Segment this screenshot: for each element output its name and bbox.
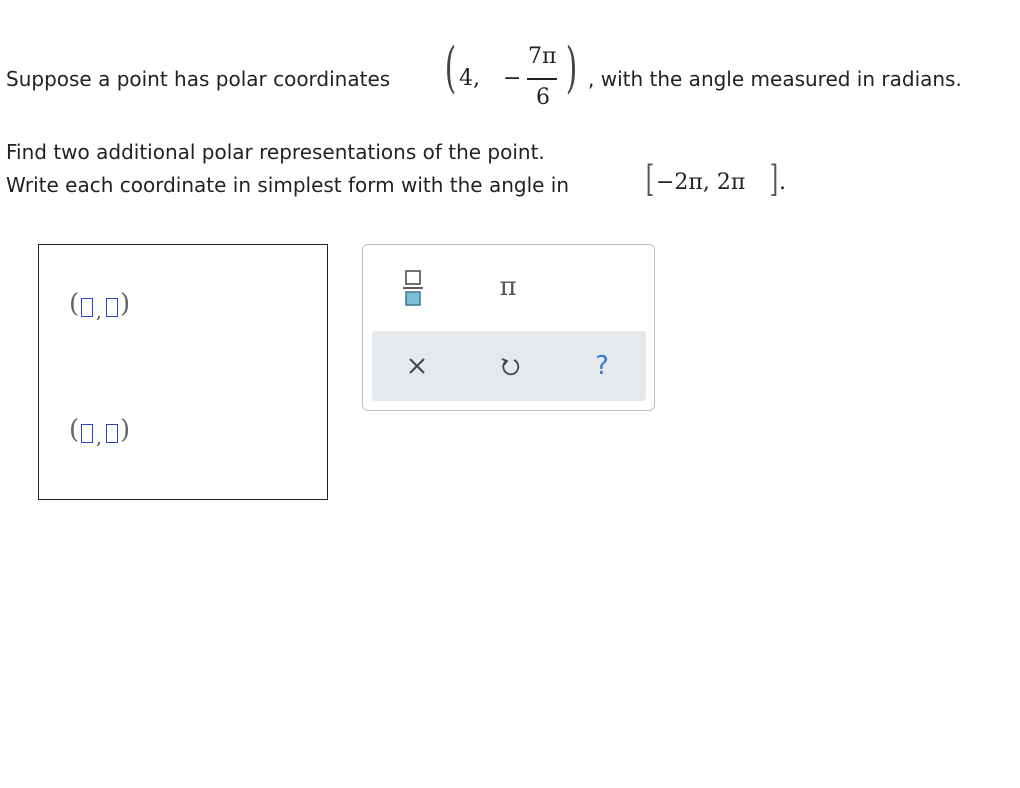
fraction-button[interactable] — [393, 257, 433, 317]
help-question-icon: ? — [595, 351, 609, 381]
question-line-1-suffix — [588, 67, 962, 91]
theta-input-2[interactable] — [106, 424, 118, 443]
help-button[interactable] — [582, 341, 622, 391]
clear-x-icon — [407, 356, 427, 376]
question-line-1 — [6, 67, 390, 91]
open-paren: ( — [69, 415, 80, 445]
r-input-2[interactable] — [81, 424, 93, 443]
point-angle-denominator: 6 — [536, 85, 550, 110]
open-paren: ( — [69, 289, 80, 319]
r-input-1[interactable] — [81, 298, 93, 317]
interval-right-bracket: ] — [769, 159, 779, 200]
interval-values: −2π, 2π — [656, 170, 746, 195]
point-angle-sign: − — [503, 66, 522, 91]
comma: , — [96, 428, 102, 449]
fraction-bar — [527, 78, 557, 80]
close-paren: ) — [120, 415, 131, 445]
clear-button[interactable] — [397, 341, 437, 391]
interval-left-bracket: [ — [645, 159, 655, 200]
close-paren: ) — [120, 289, 131, 319]
answer-ordered-pair-2[interactable] — [69, 415, 149, 455]
question-prefix: Suppose a point has polar coordinates — [6, 67, 391, 91]
point-radius: 4, — [459, 66, 480, 91]
answer-box — [38, 244, 328, 500]
comma: , — [96, 302, 102, 323]
keypad-action-tray — [372, 331, 646, 401]
point-angle-numerator: 7π — [528, 44, 557, 69]
math-keypad — [362, 244, 655, 411]
undo-button[interactable] — [490, 341, 530, 391]
question-line-3-text: Write each coordinate in simplest form with the angle in — [6, 173, 570, 197]
theta-input-1[interactable] — [106, 298, 118, 317]
undo-icon — [499, 355, 521, 377]
question-suffix: , with the angle measured in radians. — [588, 67, 962, 91]
question-line-2: Find two additional polar representations of the point. — [6, 140, 545, 164]
question-line-3 — [6, 173, 569, 197]
answer-ordered-pair-1[interactable] — [69, 289, 149, 329]
fraction-icon — [401, 267, 425, 307]
point-left-paren: ( — [444, 36, 457, 99]
point-right-paren: ) — [565, 36, 578, 99]
interval-period: . — [779, 170, 786, 195]
pi-button[interactable]: π — [499, 272, 517, 302]
